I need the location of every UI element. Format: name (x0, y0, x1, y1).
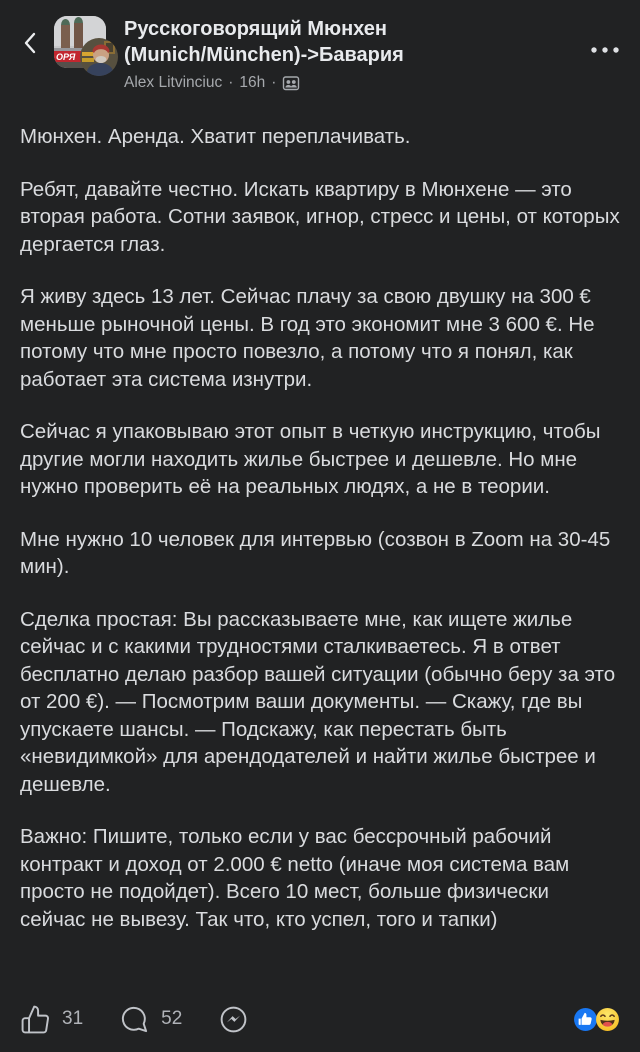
post-paragraph: Ребят, давайте честно. Искать квартиру в Мюнхене — это вторая работа. Сотни заявок, игнор, стресс и цены, от которых дергается глаз. (20, 177, 620, 256)
post-action-bar (0, 996, 640, 1042)
chevron-left-icon (18, 30, 44, 59)
comment-count: 52 (161, 1008, 183, 1029)
like-count: 31 (62, 1008, 84, 1029)
author-avatar (80, 38, 118, 76)
group-name[interactable]: Русскоговорящий Мюнхен (Munich/München)->Бавария (124, 18, 404, 66)
post-paragraph: Я живу здесь 13 лет. Сейчас плачу за свою двушку на 300 € меньше рыночной цены. В год это экономит мне 3 600 €. Не потому что мне просто повезло, а потому что я понял, как работает эта система изнутри. (20, 285, 595, 391)
post-paragraph: Мне нужно 10 человек для интервью (созвон в Zoom на 30-45 мин). (20, 527, 611, 578)
byline-separator-2: · (271, 73, 277, 91)
post-paragraph: Важно: Пишите, только если у вас бессрочный рабочий контракт и доход от 2.000 € netto (иначе моя система вам просто не подойдет). Всего 10 мест, больше физически сейчас не вывезу. Так что, кто успел, того и тапки) (20, 825, 570, 931)
like-button[interactable] (20, 1004, 83, 1035)
reactions-summary[interactable] (573, 1007, 620, 1032)
post-body (0, 92, 640, 933)
comment-button[interactable] (119, 1004, 182, 1035)
header-text-block (124, 16, 586, 92)
ellipsis-icon (588, 44, 622, 59)
back-button[interactable] (8, 16, 54, 72)
messenger-share-button[interactable] (218, 1004, 249, 1035)
group-avatar[interactable] (54, 16, 110, 70)
post-header (0, 0, 640, 92)
more-options-button[interactable] (586, 38, 624, 65)
post-time: 16h (239, 73, 266, 91)
thumbs-up-icon (20, 1004, 51, 1035)
messenger-icon (218, 1004, 249, 1035)
comment-bubble-icon (119, 1004, 150, 1035)
post-byline (124, 73, 586, 92)
post-paragraph: Мюнхен. Аренда. Хватит переплачивать. (20, 125, 411, 148)
post-paragraph: Сейчас я упаковываю этот опыт в четкую инструкцию, чтобы другие могли находить жилье быстрее и дешевле. Но мне нужно проверить её на реальных людях, а не в теории. (20, 420, 601, 498)
post-paragraph: Сделка простая: Вы рассказываете мне, как ищете жилье сейчас и с какими трудностями сталкиваетесь. Я в ответ бесплатно делаю разбор вашей ситуации (обычно беру за это от 200 €). — Посмотрим ваши документы. — Скажу, где вы упускаете шансы. — Подскажу, как перестать быть «невидимкой» для арендодателей и найти жилье быстрее и дешевле. (20, 607, 616, 796)
author-name[interactable]: Alex Litvinciuc (124, 73, 223, 91)
group-privacy-icon (282, 73, 300, 92)
avatar-banner-text: ОРЯ (56, 52, 76, 62)
byline-separator-1: · (228, 73, 234, 91)
haha-reaction-icon (595, 1007, 620, 1032)
